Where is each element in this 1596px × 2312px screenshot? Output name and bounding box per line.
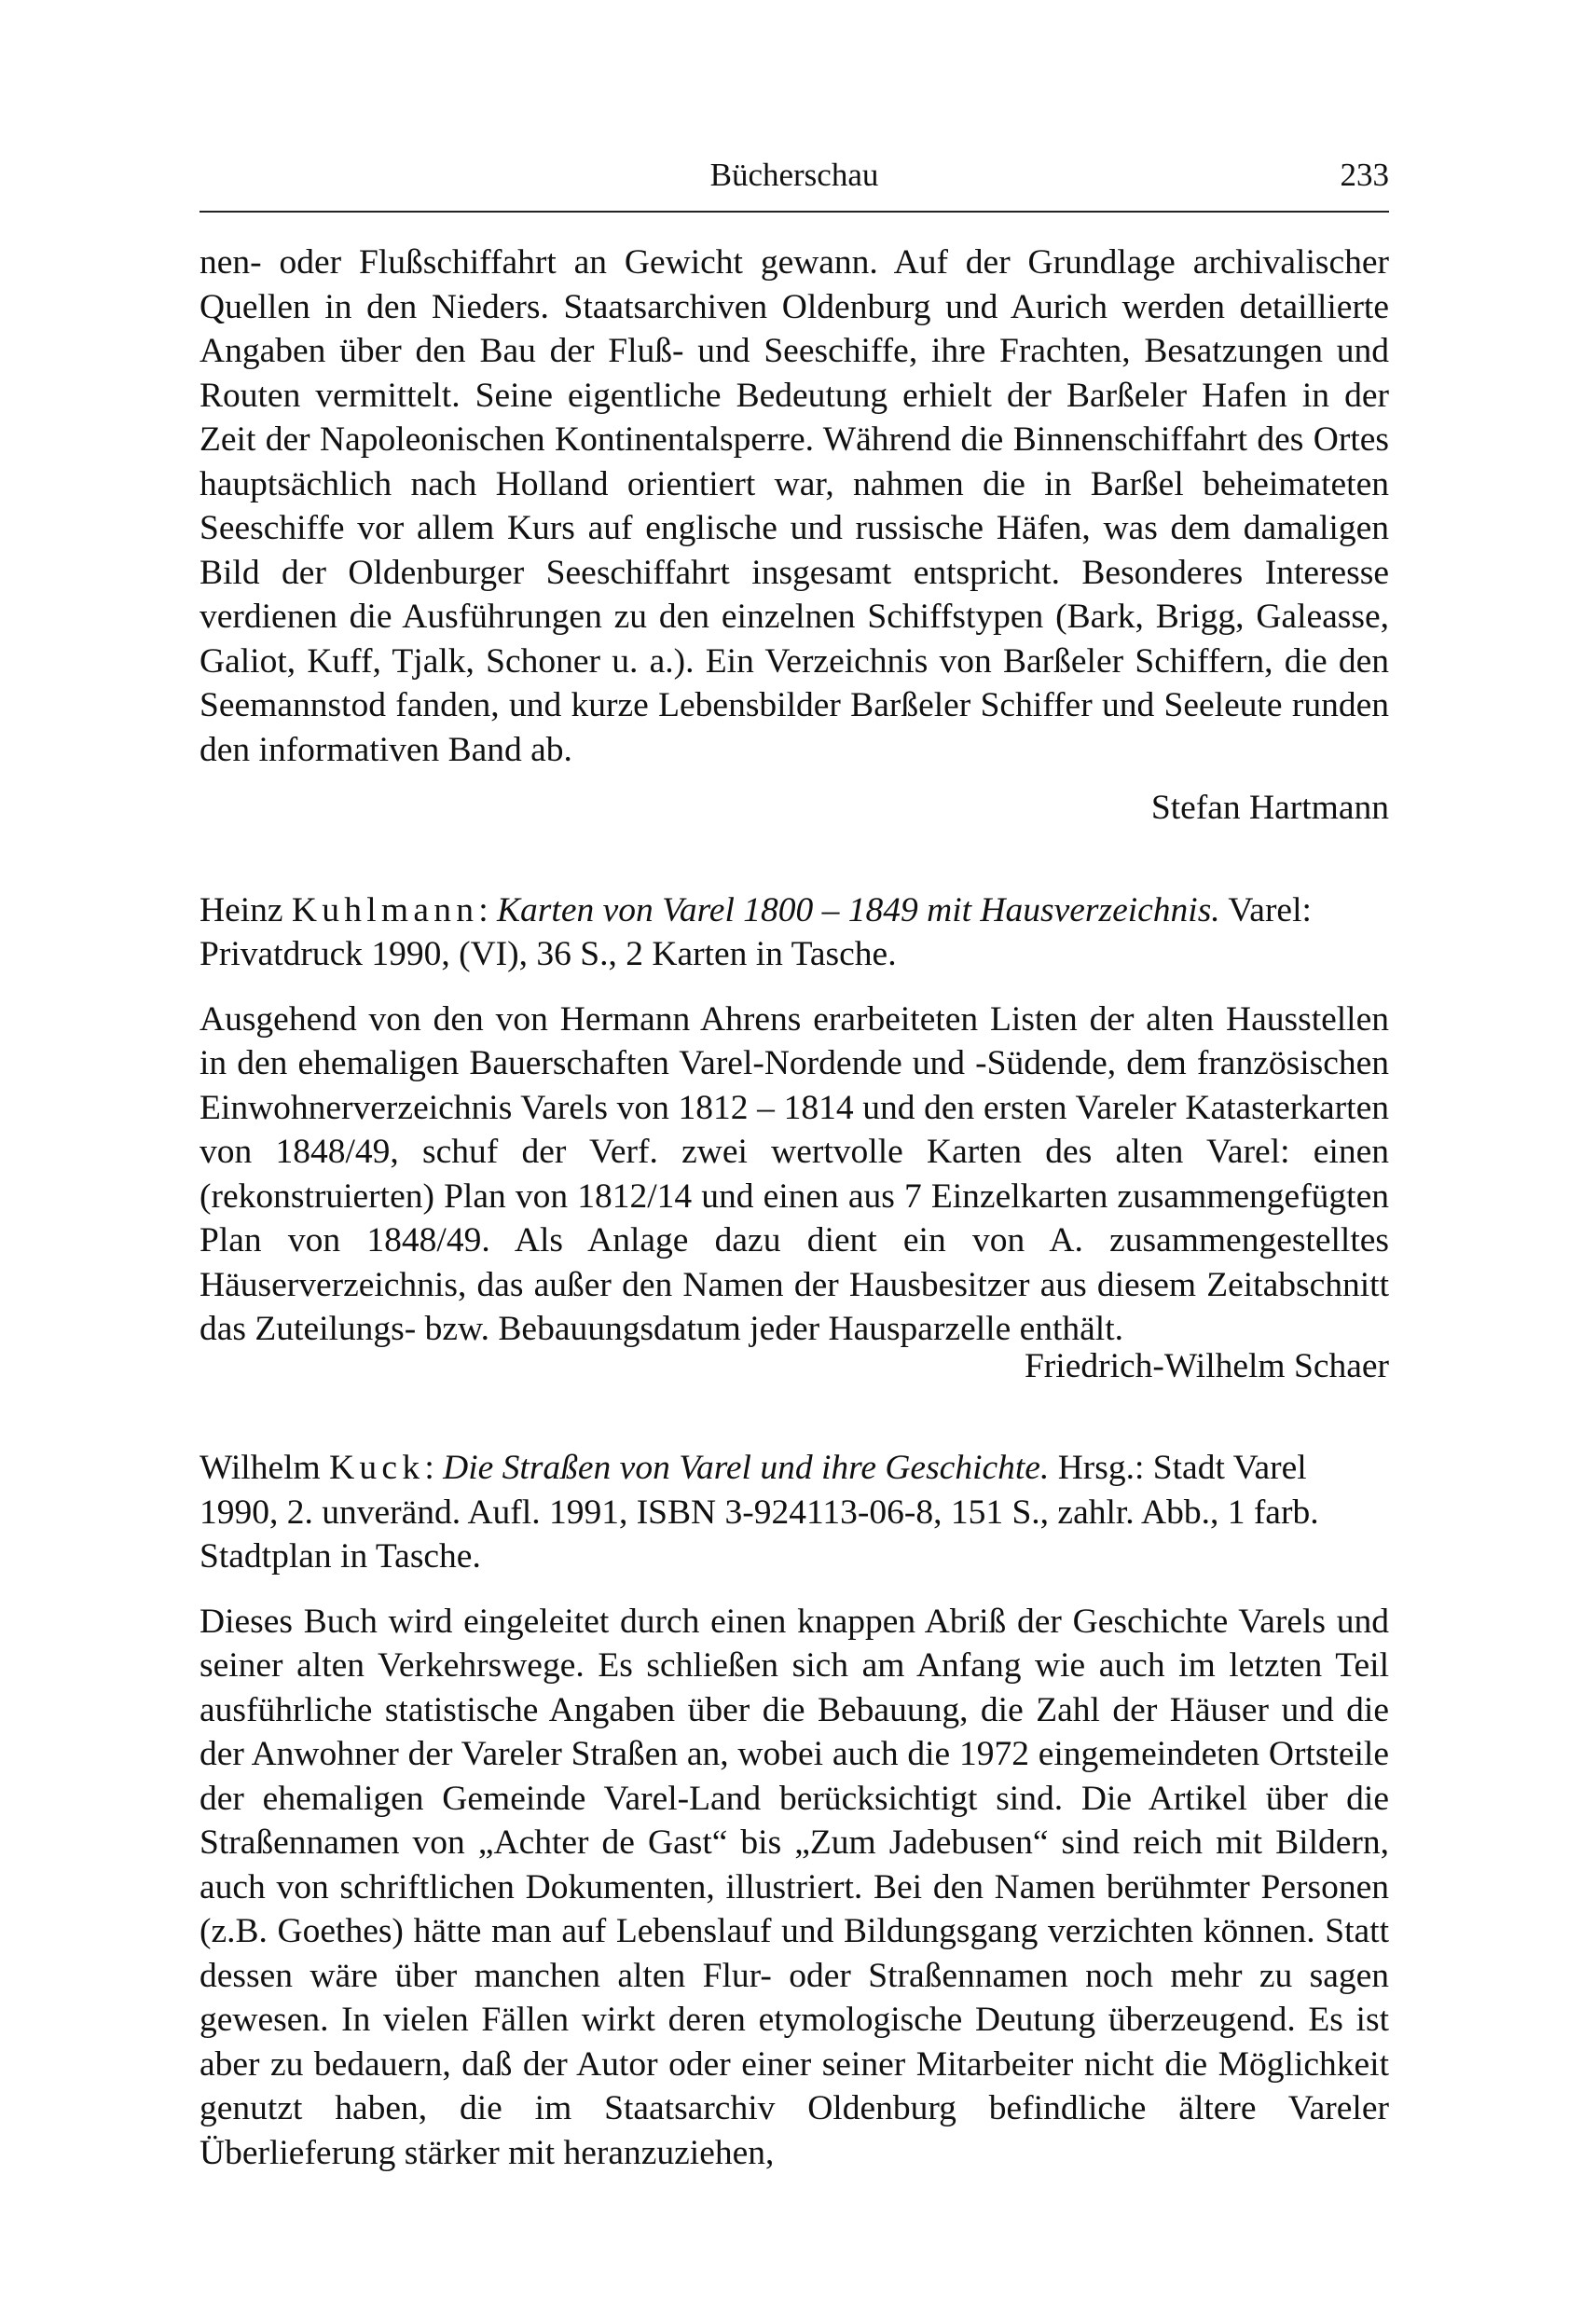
review-text: Dieses Buch wird eingeleitet durch einen knappen Abriß der Geschichte Varels und seiner alten Verkehrswege. Es schließen sich am Anfang wie auch im letzten Teil ausführliche statistische Angaben über die Bebauung, die Zahl der Häuser und die der Anwohner der Vareler Straßen an, wobei auch die 1972 eingemeindeten Ortsteile der ehemaligen Gemeinde Varel-Land berücksichtigt sind. Die Artikel über die Straßennamen von „Achter de Gast“ bis „Zum Jadebusen“ sind reich mit Bildern, auch von schriftlichen Dokumenten, illustriert. Bei den Namen berühmter Personen (z.B. Goethes) hätte man auf Lebenslauf und Bildungsgang verzichten können. Statt dessen wäre über manchen alten Flur- oder Straßennamen noch mehr zu sagen gewesen. In vielen Fällen wirkt deren etymologische Deutung überzeugend. Es ist aber zu bedauern, daß der Autor oder einer seiner Mitarbeiter nicht die Möglichkeit genutzt haben, die im Staatsarchiv Oldenburg befindliche ältere Vareler Überlieferung stärker mit heranzuziehen, bbox=[200, 1602, 1389, 2172]
author-last-name: Kuck bbox=[329, 1449, 425, 1487]
author-first-name: Heinz bbox=[200, 890, 283, 929]
reviewer-signature: Friedrich-Wilhelm Schaer bbox=[1024, 1346, 1389, 1385]
publication-details: Varel: Privatdruck 1990, (VI), 36 S., 2 Karten in Tasche. bbox=[200, 890, 1312, 973]
author-last-name: Kuhlmann bbox=[291, 890, 479, 929]
book-citation: Wilhelm Kuck: Die Straßen von Varel und ihre Geschichte. Hrsg.: Stadt Varel 1990, 2. unveränd. Aufl. 1991, ISBN 3-924113-06-8, 151 S., zahlr. Abb., 1 farb. Stadtplan in Tasche. bbox=[200, 1449, 1319, 1576]
running-header bbox=[200, 157, 1389, 203]
book-title: Karten von Varel 1800 – 1849 mit Hausverzeichnis. bbox=[497, 890, 1220, 929]
book-citation: Heinz Kuhlmann: Karten von Varel 1800 – 1849 mit Hausverzeichnis. Varel: Privatdruck 1990, (VI), 36 S., 2 Karten in Tasche. bbox=[200, 890, 1312, 973]
review-kuck bbox=[200, 1446, 1389, 2175]
book-title: Die Straßen von Varel und ihre Geschichte. bbox=[443, 1449, 1050, 1487]
review-text: nen- oder Flußschiffahrt an Gewicht gewann. Auf der Grundlage archivalischer Quellen in den Nieders. Staatsarchiven Oldenburg und Aurich werden detaillierte Angaben über den Bau der Fluß- und Seeschiffe, ihre Frachten, Besatzungen und Routen vermittelt. Seine eigentliche Bedeutung erhielt der Barßeler Hafen in der Zeit der Napoleonischen Kontinentalsperre. Während die Binnenschiffahrt des Ortes hauptsächlich nach Holland orientiert war, nahmen die in Barßel beheimateten Seeschiffe vor allem Kurs auf englische und russische Häfen, was dem damaligen Bild der Oldenburger Seeschiffahrt insgesamt entspricht. Besonderes Interesse verdienen die Ausführungen zu den einzelnen Schiffstypen (Bark, Brigg, Galeasse, Galiot, Kuff, Tjalk, Schoner u. a.). Ein Verzeichnis von Barßeler Schiffern, die den Seemannstod fanden, und kurze Lebensbilder Barßeler Schiffer und Seeleute runden den informativen Band ab. bbox=[200, 243, 1389, 769]
running-title: Bücherschau bbox=[709, 157, 879, 193]
review-kuhlmann bbox=[200, 888, 1389, 1389]
author-first-name: Wilhelm bbox=[200, 1449, 321, 1487]
header-rule bbox=[200, 211, 1389, 213]
publication-details: Hrsg.: Stadt Varel 1990, 2. unveränd. Aufl. 1991, ISBN 3-924113-06-8, 151 S., zahlr. Abb., 1 farb. Stadtplan in Tasche. bbox=[200, 1449, 1319, 1576]
page-body bbox=[200, 241, 1389, 2175]
page-number: 233 bbox=[1340, 157, 1389, 193]
reviewer-signature: Stefan Hartmann bbox=[1150, 789, 1389, 827]
review-text: Ausgehend von den von Hermann Ahrens erarbeiteten Listen der alten Hausstellen in den ehemaligen Bauerschaften Varel-Nordende und -Südende, dem französischen Einwohnerverzeichnis Varels von 1812 – 1814 und den ersten Vareler Katasterkarten von 1848/49, schuf der Verf. zwei wertvolle Karten des alten Varel: einen (rekonstruierten) Plan von 1812/14 und einen aus 7 Einzelkarten zusammengefügten Plan von 1848/49. Als Anlage dazu dient ein von A. zusammengestelltes Häuserverzeichnis, das außer den Namen der Hausbesitzer aus diesem Zeitabschnitt das Zuteilungs- bzw. Bebauungsdatum jeder Hausparzelle enthält. bbox=[200, 999, 1389, 1348]
review-continued bbox=[200, 241, 1389, 831]
